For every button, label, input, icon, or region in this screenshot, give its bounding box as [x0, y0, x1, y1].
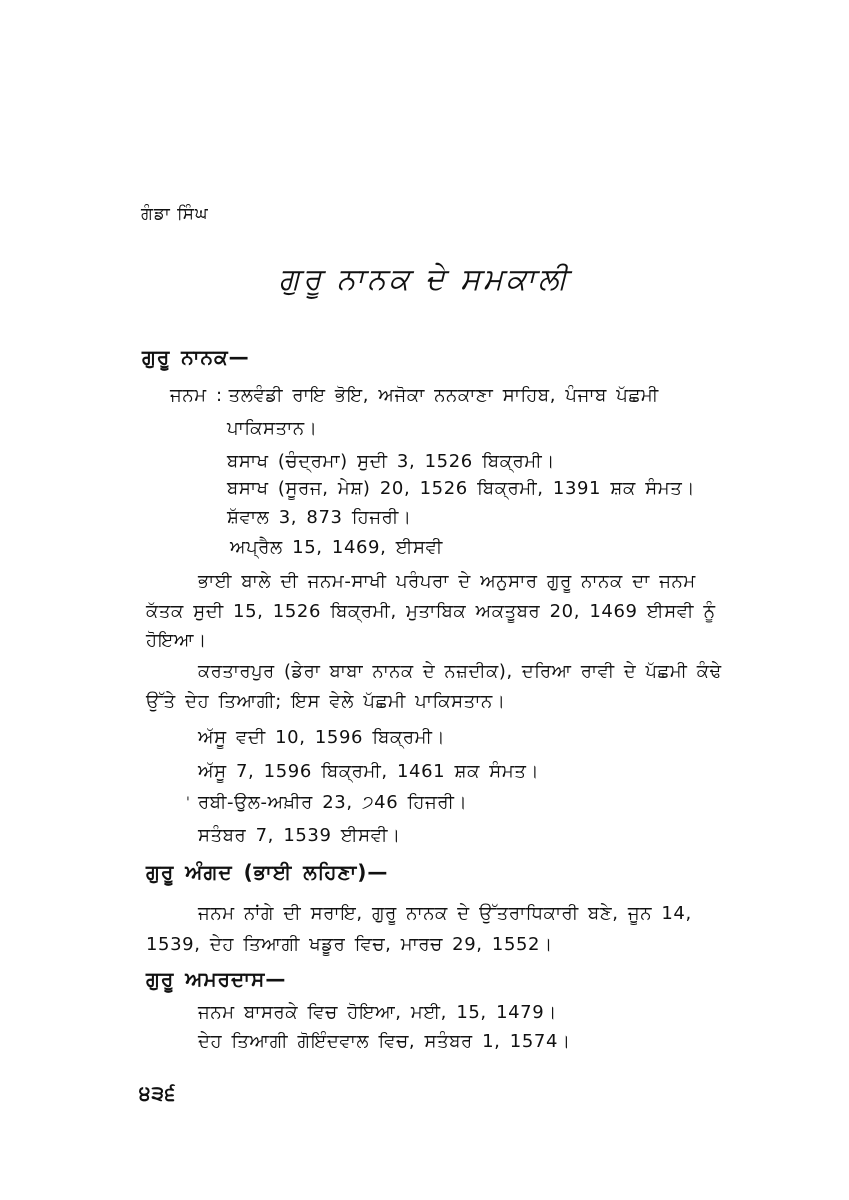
section-heading-angad: ਗੁਰੂ ਅੰਗਦ (ਭਾਈ ਲਹਿਣਾ)—: [146, 860, 389, 884]
birth-date-ad: ਅਪ੍ਰੈਲ 15, 1469, ਈਸਵੀ: [230, 537, 443, 558]
death-date-solar: ਅੱਸੂ 7, 1596 ਬਿਕ੍ਰਮੀ, 1461 ਸ਼ਕ ਸੰਮਤ।: [198, 761, 540, 782]
section-heading-amardas: ਗੁਰੂ ਅਮਰਦਾਸ—: [146, 967, 287, 991]
bala-paragraph-line1: ਭਾਈ ਬਾਲੇ ਦੀ ਜਨਮ-ਸਾਖੀ ਪਰੰਪਰਾ ਦੇ ਅਨੁਸਾਰ ਗੁਰੂ ਨਾਨਕ ਦਾ ਜਨਮ: [198, 571, 696, 592]
birth-place-line2: ਪਾਕਿਸਤਾਨ।: [227, 418, 318, 439]
amardas-line2: ਦੇਹ ਤਿਆਗੀ ਗੋਇੰਦਵਾਲ ਵਿਚ, ਸਤੰਬਰ 1, 1574।: [198, 1031, 571, 1052]
section-heading-nanak: ਗੁਰੂ ਨਾਨਕ—: [142, 345, 250, 369]
death-date-lunar: ਅੱਸੂ ਵਦੀ 10, 1596 ਬਿਕ੍ਰਮੀ।: [198, 727, 446, 748]
amardas-line1: ਜਨਮ ਬਾਸਰਕੇ ਵਿਚ ਹੋਇਆ, ਮਈ, 15, 1479।: [198, 1002, 558, 1023]
page-title: ਗੁਰੂ ਨਾਨਕ ਦੇ ਸਮਕਾਲੀ: [278, 262, 571, 297]
birth-label: ਜਨਮ :: [170, 385, 223, 406]
bala-paragraph-line2: ਕੱਤਕ ਸੁਦੀ 15, 1526 ਬਿਕ੍ਰਮੀ, ਮੁਤਾਬਿਕ ਅਕਤੂਬਰ 20, 1469 ਈਸਵੀ ਨੂੰ: [146, 601, 716, 622]
bala-paragraph-line3: ਹੋਇਆ।: [146, 630, 207, 651]
birth-date-lunar: ਬਸਾਖ (ਚੰਦ੍ਰਮਾ) ਸੁਦੀ 3, 1526 ਬਿਕ੍ਰਮੀ।: [227, 451, 555, 472]
angad-line1: ਜਨਮ ਨਾਂਗੇ ਦੀ ਸਰਾਇ, ਗੁਰੂ ਨਾਨਕ ਦੇ ਉੱਤਰਾਧਿਕਾਰੀ ਬਣੇ, ਜੂਨ 14,: [198, 903, 692, 924]
nanak-birth-line: [170, 385, 659, 406]
author-name: ਗੰਡਾ ਸਿੰਘ: [141, 204, 209, 224]
birth-date-hijri: ਸ਼ੱਵਾਲ 3, 873 ਹਿਜਰੀ।: [227, 507, 412, 528]
death-paragraph-line1: ਕਰਤਾਰਪੁਰ (ਡੇਰਾ ਬਾਬਾ ਨਾਨਕ ਦੇ ਨਜ਼ਦੀਕ), ਦਰਿਆ ਰਾਵੀ ਦੇ ਪੱਛਮੀ ਕੰਢੇ: [198, 661, 722, 682]
death-date-hijri: ਰਬੀ-ਉਲ-ਅਖ਼ੀਰ 23, ੭46 ਹਿਜਰੀ।: [198, 792, 468, 813]
stray-mark: ': [186, 795, 190, 811]
death-date-ad: ਸਤੰਬਰ 7, 1539 ਈਸਵੀ।: [198, 825, 401, 846]
death-paragraph-line2: ਉੱਤੇ ਦੇਹ ਤਿਆਗੀ; ਇਸ ਵੇਲੇ ਪੱਛਮੀ ਪਾਕਿਸਤਾਨ।: [146, 691, 506, 712]
birth-date-solar: ਬਸਾਖ (ਸੂਰਜ, ਮੇਸ਼) 20, 1526 ਬਿਕ੍ਰਮੀ, 1391 ਸ਼ਕ ਸੰਮਤ।: [227, 478, 696, 499]
angad-line2: 1539, ਦੇਹ ਤਿਆਗੀ ਖਡੂਰ ਵਿਚ, ਮਾਰਚ 29, 1552।: [146, 934, 553, 955]
page-number: ੪੩੬: [139, 1081, 177, 1105]
birth-place-line1: ਤਲਵੰਡੀ ਰਾਇ ਭੋਇ, ਅਜੋਕਾ ਨਨਕਾਣਾ ਸਾਹਿਬ, ਪੰਜਾਬ ਪੱਛਮੀ: [228, 385, 659, 406]
